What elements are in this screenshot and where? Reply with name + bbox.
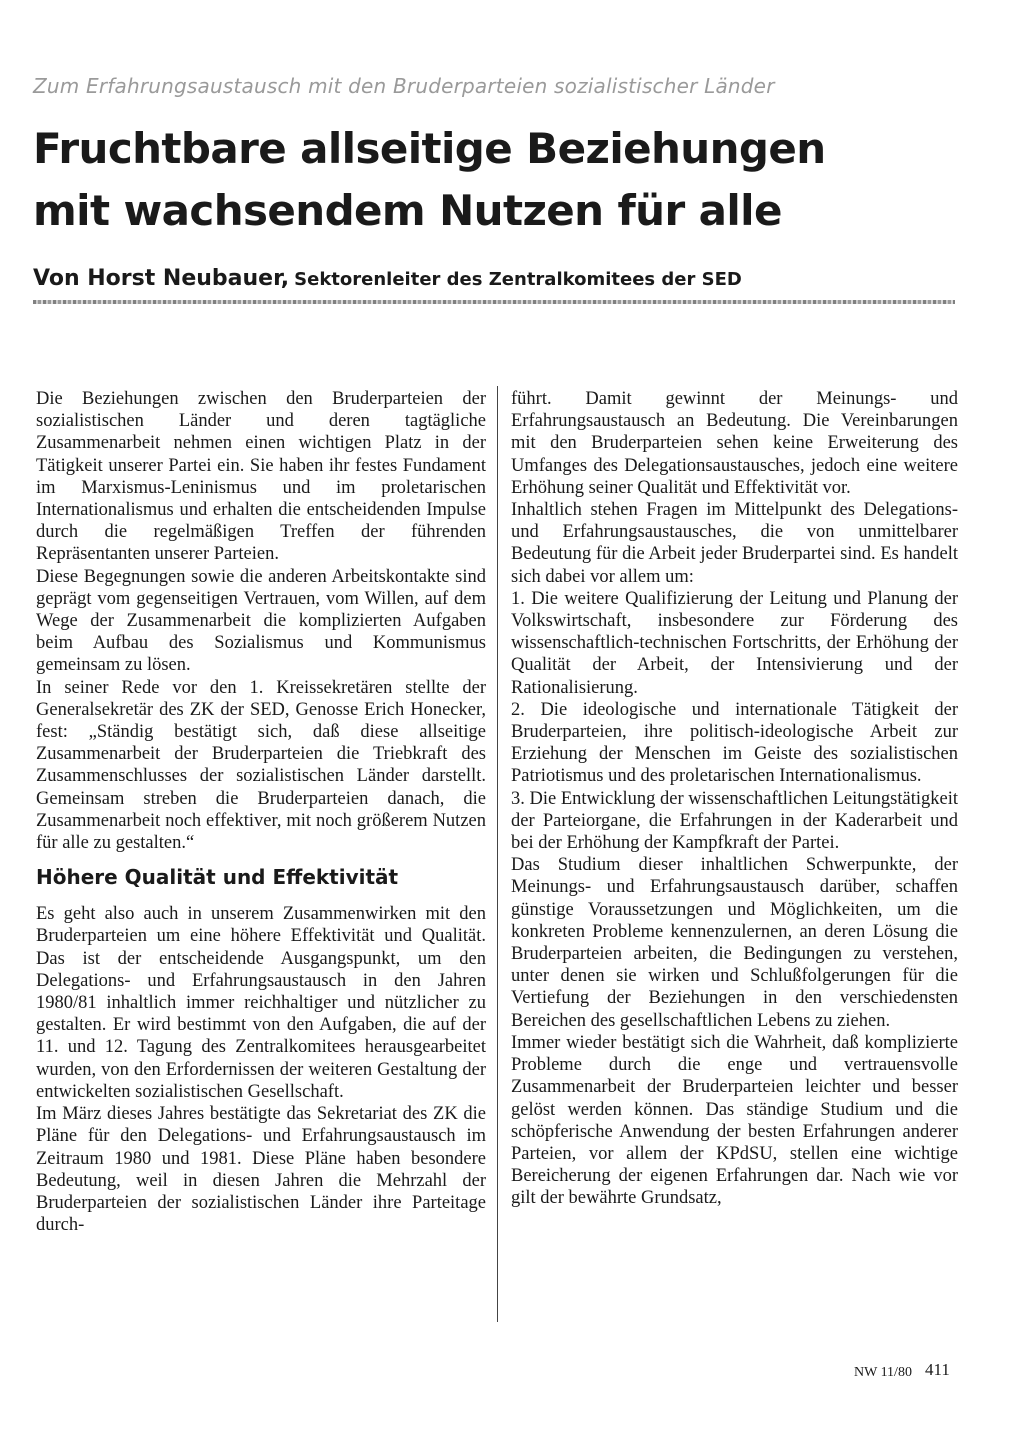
paragraph: Es geht also auch in unserem Zusammenwirken mit den Bruderparteien um eine höhere Effektivität und Qualität. Das ist der entscheidende Ausgangspunkt, um den Delegations- und Erfahrungsaustausch in den Jahren 1980/81 inhaltlich immer reichhaltiger und nützlicher zu gestalten. Er wird bestimmt von den Aufgaben, die auf der 11. und 12. Tagung des Zentralkomitees herausgearbeitet wurden, von den Erfordernissen der weiteren Gestaltung der entwickelten sozialistischen Gesellschaft. <box>36 904 486 1102</box>
paragraph: Inhaltlich stehen Fragen im Mittelpunkt des Delegations- und Erfahrungsaustausches, die von unmittelbarer Bedeutung für die Arbeit jeder Bruderpartei sind. Es handelt sich dabei vor allem um: <box>511 500 958 587</box>
right-column <box>511 388 958 1210</box>
paragraph: Im März dieses Jahres bestätigte das Sekretariat des ZK die Pläne für den Delegations- und Erfahrungsaustausch im Zeitraum 1980 und 1981. Diese Pläne haben besondere Bedeutung, weil in diesen Jahren die Mehrzahl der Bruderparteien der sozialistischen Länder ihre Parteitage durch- <box>36 1104 486 1236</box>
list-item-1: 1. Die weitere Qualifizierung der Leitung und Planung der Volkswirtschaft, insbesondere zur Förderung des wissenschaftlich-technischen Fortschritts, der Erhöhung der Qualität der Arbeit, der Intensivierung und der Rationalisierung. <box>511 588 958 698</box>
header-rule <box>33 300 955 304</box>
byline-author: Von Horst Neubauer, <box>33 266 290 291</box>
page-number: 411 <box>925 1360 950 1379</box>
list-item-3: 3. Die Entwicklung der wissenschaftlichen Leitungstätigkeit der Parteiorgane, die Erfahrungen in der Kaderarbeit und bei der Erhöhung der Kampfkraft der Partei. <box>511 788 958 854</box>
kicker-line: Zum Erfahrungsaustausch mit den Bruderparteien sozialistischer Länder <box>33 74 775 98</box>
paragraph: Die Beziehungen zwischen den Bruderparteien der sozialistischen Länder und deren tagtägliche Zusammenarbeit nehmen einen wichtigen Platz in der Tätigkeit unserer Partei ein. Sie haben ihr festes Fundament im Marxismus-Leninismus und im proletarischen Internationalismus und erhalten die entscheidenden Impulse durch die regelmäßigen Treffen der führenden Repräsentanten unserer Parteien. <box>36 389 486 565</box>
list-item-2: 2. Die ideologische und internationale Tätigkeit der Bruderparteien, ihre politisch-ideologische Arbeit zur Erziehung der Menschen im Geiste des sozialistischen Patriotismus und des proletarischen Internationalismus. <box>511 699 958 787</box>
paragraph: Das Studium dieser inhaltlichen Schwerpunkte, der Meinungs- und Erfahrungsaustausch darüber, schaffen günstige Voraussetzungen und Möglichkeiten, um die konkreten Probleme kennenzulernen, an deren Lösung die Bruderparteien arbeiten, die Bedingungen zu verstehen, unter denen sie wirken und Schlußfolgerungen für die Vertiefung der Beziehungen in den verschiedensten Bereichen des gesellschaftlichen Lebens zu ziehen. <box>511 855 958 1031</box>
byline-role: Sektorenleiter des Zentralkomitees der SED <box>294 269 742 290</box>
paragraph: Immer wieder bestätigt sich die Wahrheit, daß komplizierte Probleme durch die enge und vertrauensvolle Zusammenarbeit der Bruderparteien leichter und besser gelöst werden können. Das ständige Studium und die schöpferische Anwendung der besten Erfahrungen anderer Parteien, vor allem der KPdSU, stellen eine wichtige Bereicherung der eigenen Erfahrungen dar. Nach wie vor gilt der bewährte Grundsatz, <box>511 1032 958 1209</box>
section-subheading: Höhere Qualität und Effektivität <box>36 865 399 890</box>
paragraph: Diese Begegnungen sowie die anderen Arbeitskontakte sind geprägt vom gegenseitigen Vertrauen, vom Willen, auf dem Wege der Zusammenarbeit die komplizierten Aufgaben beim Aufbau des Sozialismus und Kommunismus gemeinsam zu lösen. <box>36 566 486 676</box>
column-divider <box>497 386 498 1322</box>
headline-line-1: Fruchtbare allseitige Beziehungen <box>33 124 826 173</box>
issue-label: NW 11/80 <box>854 1365 912 1380</box>
byline <box>33 266 742 291</box>
headline-line-2: mit wachsendem Nutzen für alle <box>33 186 782 235</box>
left-column <box>36 388 486 1236</box>
article-headline <box>33 118 826 242</box>
paragraph: In seiner Rede vor den 1. Kreissekretären stellte der Generalsekretär des ZK der SED, Genosse Erich Honecker, fest: „Ständig bestätigt sich, daß diese allseitige Zusammenarbeit der Bruderparteien die Triebkraft des Zusammenschlusses der sozialistischen Länder darstellt. Gemeinsam streben die Bruderparteien danach, die Zusammenarbeit noch effektiver, mit noch größerem Nutzen für alle zu gestalten.“ <box>36 677 486 854</box>
paragraph: führt. Damit gewinnt der Meinungs- und Erfahrungsaustausch an Bedeutung. Die Vereinbarungen mit den Bruderparteien sehen keine Erweiterung des Umfanges des Delegationsaustausches, jedoch eine weitere Erhöhung seiner Qualität und Effektivität vor. <box>511 389 958 498</box>
